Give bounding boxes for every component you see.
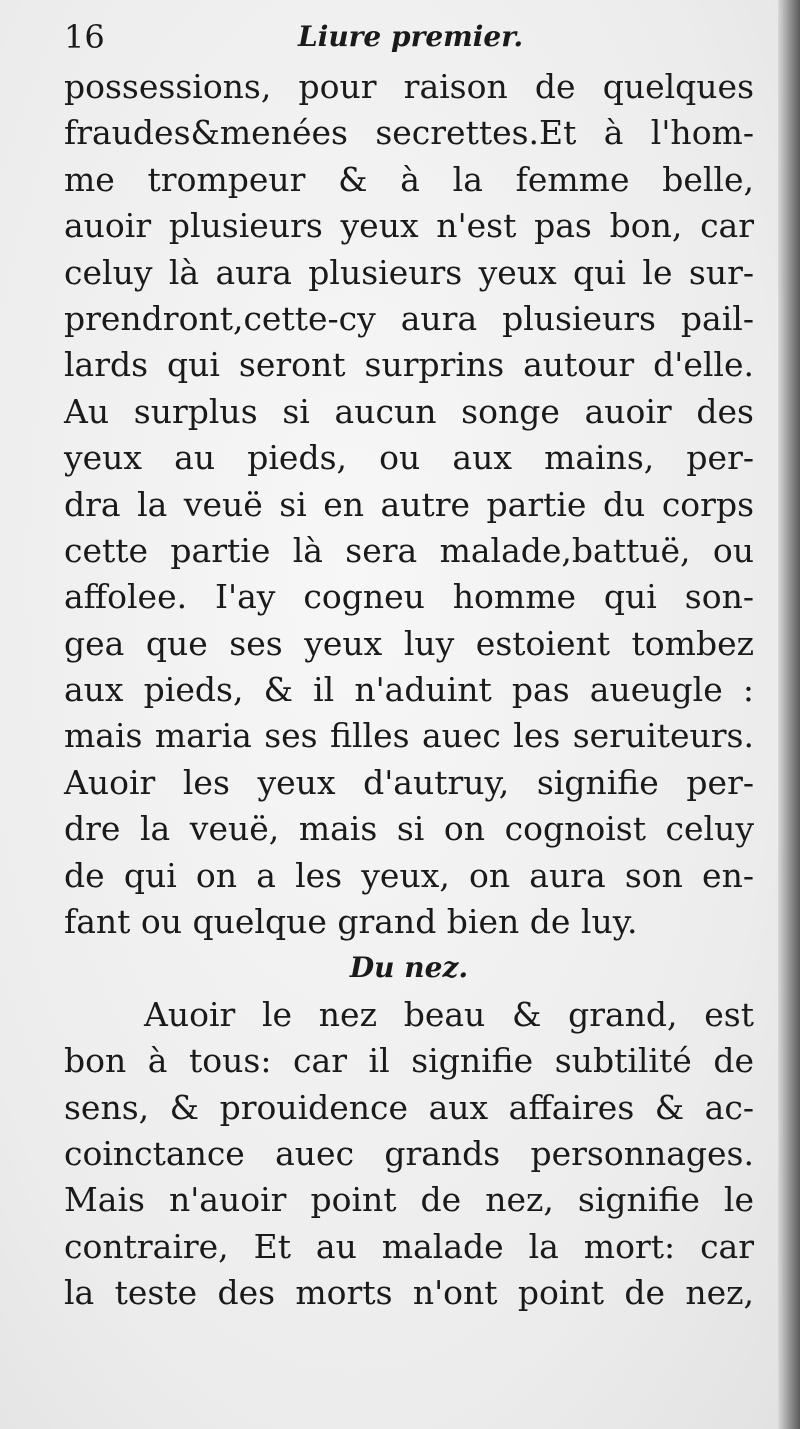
- text-line: Auoir les yeux d'autruy, signifie per-: [64, 762, 754, 802]
- text-line: Mais n'auoir point de nez, signifie le: [64, 1180, 754, 1220]
- text-line: mais maria ses filles auec les seruiteurs.: [64, 716, 754, 756]
- text-line: sens, & prouidence aux affaires & ac-: [64, 1087, 754, 1127]
- running-head: [64, 14, 754, 64]
- paragraph-eyes: [64, 64, 754, 945]
- text-line: celuy là aura plusieurs yeux qui le sur-: [64, 252, 754, 292]
- page-number: 16: [64, 18, 105, 56]
- text-line: de qui on a les yeux, on aura son en-: [64, 855, 754, 895]
- text-line: me trompeur & à la femme belle,: [64, 159, 754, 199]
- text-line: fant ou quelque grand bien de luy.: [64, 902, 638, 942]
- paragraph-nose: [64, 992, 754, 1317]
- section-heading: Du nez.: [349, 951, 469, 985]
- text-line: yeux au pieds, ou aux mains, per-: [64, 438, 754, 478]
- text-line: dra la veuë si en autre partie du corps: [64, 484, 754, 524]
- text-line: contraire, Et au malade la mort: car: [64, 1226, 754, 1266]
- running-head-title: Liure premier.: [298, 20, 524, 53]
- text-line: la teste des morts n'ont point de nez,: [64, 1273, 754, 1313]
- text-line: cette partie là sera malade,battuë, ou: [64, 530, 754, 570]
- text-block: [64, 14, 754, 1317]
- text-line: fraudes&menées secrettes.Et à l'hom-: [64, 113, 754, 153]
- text-line: aux pieds, & il n'aduint pas aueugle :: [64, 670, 754, 710]
- text-line: Au surplus si aucun songe auoir des: [64, 391, 754, 431]
- text-line: possessions, pour raison de quelques: [64, 67, 754, 106]
- text-line: affolee. I'ay cogneu homme qui son-: [64, 577, 754, 617]
- text-line: lards qui seront surprins autour d'elle.: [64, 345, 754, 385]
- text-line: Auoir le nez beau & grand, est: [144, 994, 754, 1034]
- text-line: dre la veuë, mais si on cognoist celuy: [64, 809, 754, 849]
- scan-edge-shadow: [778, 0, 800, 1429]
- text-line: bon à tous: car il signifie subtilité de: [64, 1041, 754, 1081]
- text-line: auoir plusieurs yeux n'est pas bon, car: [64, 206, 754, 246]
- text-line: gea que ses yeux luy estoient tombez: [64, 623, 754, 663]
- text-line: prendront,cette-cy aura plusieurs pail-: [64, 298, 754, 338]
- text-line: coinctance auec grands personnages.: [64, 1133, 754, 1173]
